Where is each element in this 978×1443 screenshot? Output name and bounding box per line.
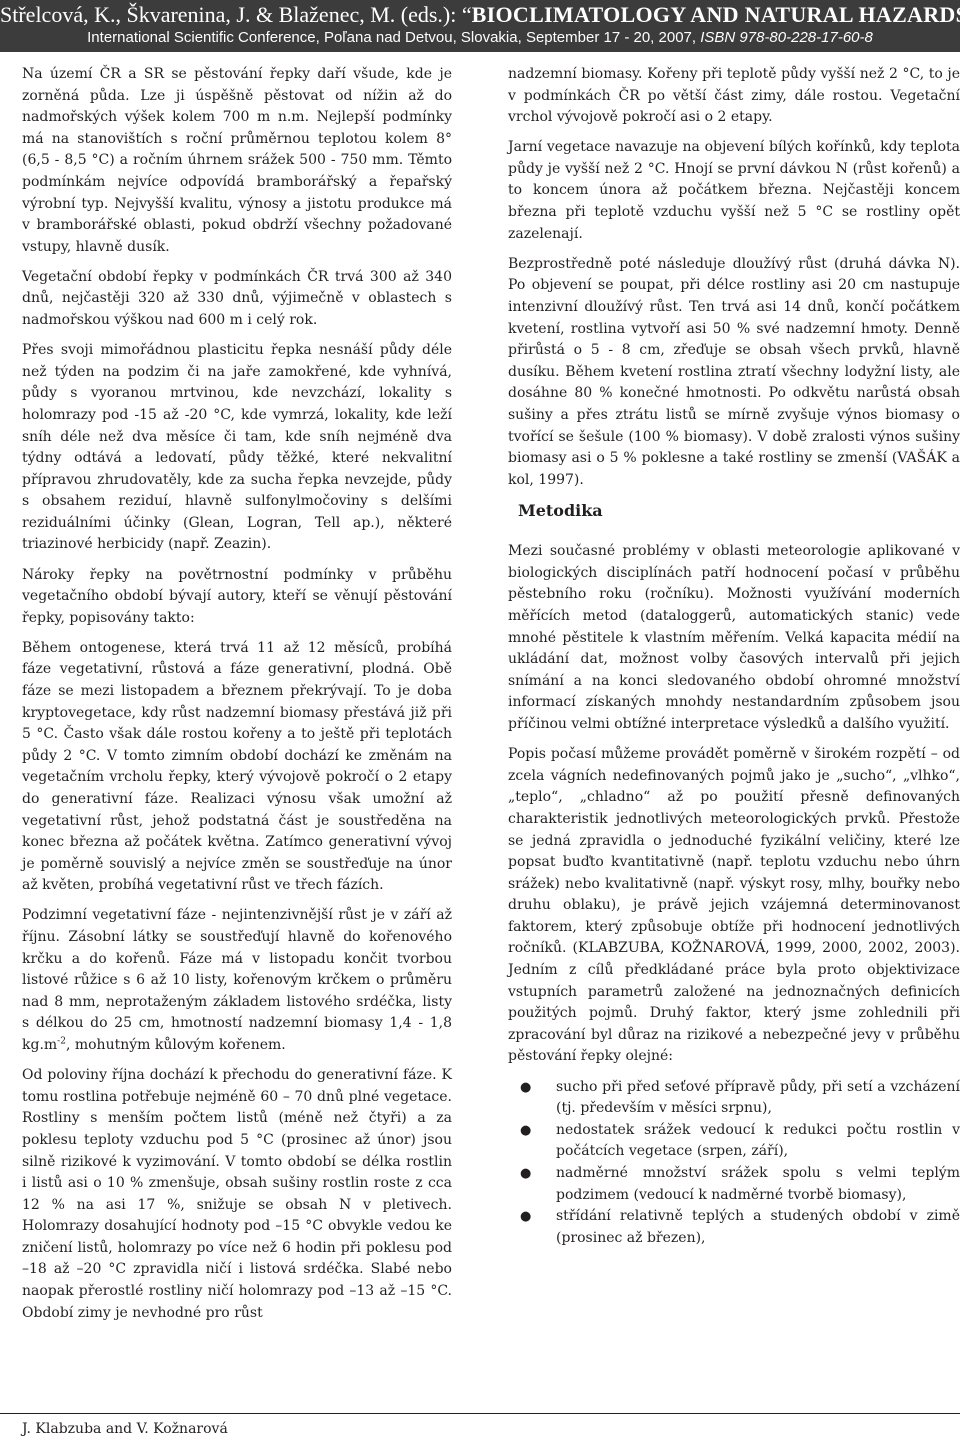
risk-list: [508, 1077, 960, 1250]
header-conference: International Scientific Conference, Poľana nad Detvou, Slovakia, September 17 - 20, 2007,: [87, 29, 701, 46]
bullet-icon: ●: [520, 1165, 532, 1181]
list-item-text: střídání relativně teplých a studených období v zimě (prosinec až březen),: [556, 1208, 960, 1246]
right-column: [508, 64, 960, 1249]
section-heading: Metodika: [518, 501, 603, 521]
paragraph: Nároky řepky na povětrnostní podmínky v průběhu vegetačního období bývají autory, kteří se věnují pěstování řepky, popisovány takto:: [22, 566, 452, 626]
paragraph: Na území ČR a SR se pěstování řepky daří všude, kde je zorněná půda. Lze ji úspěšně pěstovat od nížin až do nadmořských výšek kolem 700 m n.m. Nejlepší podmínky má na stanovištích s roční průměrnou teplotou kolem 8° (6,5 - 8,5 °C) a ročním úhrnem srážek 500 - 750 mm. Těmto podmínkám nejvíce odpovídá bramborářský a řepařský výrobní typ. Nejvyšší kvalitu, výnosy a jistotu produkce má v bramborářské oblasti, pokud obdrží všechny požadované vstupy, hlavně dusík.: [22, 66, 452, 255]
list-item: [508, 1163, 960, 1206]
footer-divider: [0, 1413, 960, 1414]
paragraph-text: Podzimní vegetativní fáze - nejintenzivnější růst je v září až říjnu. Zásobní látky se soustřeďují hlavně do kořenového krčku a do kořenů. Fáze má v listopadu končit tvorbou listové růžice s 6 až 10 listy, kořenovým krčkem o průměru nad 8 mm, neprotaženým základem listového srdéčka, listy s délkou do 25 cm, hmotností nadzemní biomasy 1,4 - 1,8 kg.m: [22, 907, 452, 1054]
running-header: [0, 0, 978, 52]
paragraph: Od poloviny října dochází k přechodu do generativní fáze. K tomu rostlina potřebuje nejméně 60 – 70 dnů plné vegetace. Rostliny s menším počtem listů (méně než čtyři) a za poklesu teploty vzduchu pod 5 °C (prosinec až únor) jsou silně rizikové k vyzimování. V tomto období se délka rostlin i listů asi o 10 % zmenšuje, obsah sušiny rostlin roste z cca 12 % na asi 17 %, snižuje se obsah N v pletivech. Holomrazy dosahující hodnoty pod –15 °C obvykle vedou ke zničení listů, holomrazy po více než 6 hodin při poklesu pod –18 až –20 °C zpravidla ničí i listová srdéčka. Slabé nebo naopak přerostlé rostliny ničí holomrazy pod –13 až –15 °C. Období zimy je nevhodné pro růst: [22, 1067, 452, 1321]
header-book-line: [0, 0, 978, 28]
list-item: [508, 1077, 960, 1120]
header-isbn: ISBN 978-80-228-17-60-8: [700, 29, 873, 46]
header-editors: Střelcová, K., Škvarenina, J. & Blaženec, M. (eds.): “: [0, 2, 472, 27]
paragraph: Popis počasí můžeme provádět poměrně v širokém rozpětí – od zcela vágních nedefinovaných pojmů jako je „sucho“, „vlhko“, „teplo“, „chladno“ až po použití přesně definovaných charakteristik jednotlivých meteorologických prvků. Přestože se jedná zpravidla o jednoduché fyzikální veličiny, které lze popsat buďto kvantitativně (např. teplotu vzduchu nebo úhrn srážek) nebo kvalitativně (např. výskyt rosy, mlhy, bouřky nebo druhu oblaku), je právě jejich vzájemná determinovanost faktorem, který způsobuje obtíže při hodnocení jednotlivých ročníků. (KLABZUBA, KOŽNAROVÁ, 1999, 2000, 2002, 2003). Jedním z cílů předkládané práce byla proto objektivizace vstupních parametrů založené na jednoznačných definicích použitých pojmů. Druhý faktor, který jsme zohlednili při zpracování byl důraz na rizikové a nebezpečné jevy v průběhu pěstování řepky olejné:: [508, 746, 960, 1065]
list-item: [508, 1120, 960, 1163]
superscript: -2: [57, 1036, 66, 1047]
paragraph: Vegetační období řepky v podmínkách ČR trvá 300 až 340 dnů, nejčastěji 320 až 330 dnů, výjimečně v oblastech s nadmořskou výškou nad 600 m i celý rok.: [22, 268, 452, 329]
list-item: [508, 1206, 960, 1249]
paragraph: Mezi současné problémy v oblasti meteorologie aplikované v biologických disciplínách patří hodnocení počasí v průběhu pěstebního roku (ročníku). Možnosti využívání moderních měřících metod (dataloggerů, automatických stanic) vede mnohé pěstitele k vlastním měřením. Velká kapacita médií na ukládání dat, možnost volby časových intervalů při jejich snímání a na konci sledovaného období ohromné množství informací získaných mnohdy nestandardním způsobem jsou příčinou velmi obtížné interpretace výsledků a dalšího využití.: [508, 543, 960, 733]
paragraph: nadzemní biomasy. Kořeny při teplotě půdy vyšší než 2 °C, to je v podmínkách ČR po větší část zimy, dále rostou. Vegetační vrchol vývojově pokročí asi o 2 etapy.: [508, 66, 960, 126]
bullet-icon: ●: [520, 1209, 532, 1225]
footer-authors: J. Klabzuba and V. Kožnarová: [22, 1421, 228, 1437]
paragraph: Přes svoji mimořádnou plasticitu řepka nesnáší půdy déle než týden na podzim či na jaře zamokřené, kde vyhnívá, půdy s vyoranou mrtvinou, kde nevzchází, lokality s holomrazy pod -15 až -20 °C, kde vymrzá, lokality, kde leží sníh déle než dva měsíce či tam, kde sníh nejméně dva týdny odtává a ledovatí, půdy těžké, které nekvalitní přípravou zhrudovatěly, kde za sucha řepka nevzejde, půdy s obsahem reziduí, hlavně sulfonylmočoviny s delšími reziduálními účinky (Glean, Logran, Tell ap.), některé triazinové herbicidy (např. Zeazin).: [22, 342, 452, 553]
left-column: [22, 64, 452, 1333]
paragraph-text: , mohutným kůlovým kořenem.: [65, 1037, 286, 1054]
header-conference-line: [0, 28, 960, 48]
bullet-icon: ●: [520, 1079, 532, 1095]
list-item-text: nadměrné množství srážek spolu s velmi teplým podzimem (vedoucí k nadměrné tvorbě biomasy),: [556, 1164, 960, 1203]
list-item-text: nedostatek srážek vedoucí k redukci počtu rostlin v počátcích vegetace (srpen, září),: [556, 1121, 960, 1160]
header-quote-close: ”: [968, 2, 978, 27]
paragraph: [22, 905, 452, 1056]
paragraph: Během ontogenese, která trvá 11 až 12 měsíců, probíhá fáze vegetativní, růstová a fáze generativní, plodná. Obě fáze se mezi listopadem a březnem překrývají. To je doba kryptovegetace, kdy růst nadzemní biomasy přestává již při 5 °C. Často však dále rostou kořeny a to ještě při teplotách půdy 2 °C. V tomto zimním období dochází ke změnám na vegetačním vrcholu řepky, který vývojově pokročí o 2 etapy do generativní fáze. Realizaci výnosu však umožní až vegetativní růst, jehož podstatná část je soustředěna na konec března až počátek května. Zatímco generativní vývoj je poměrně souvislý a nejvíce změn se soustřeďuje na únor až květen, probíhá vegetativní růst ve třech fázích.: [22, 639, 452, 894]
paragraph: Jarní vegetace navazuje na objevení bílých kořínků, kdy teplota půdy je vyšší než 2 °C. Hnojí se první dávkou N (růst kořenů) a to koncem února až počátkem března. Nejčastěji koncem března při teplotě vzduchu vyšší než 5 °C se rostliny opět zazelenají.: [508, 139, 960, 242]
bullet-icon: ●: [520, 1122, 532, 1138]
paragraph: Bezprostředně poté následuje dloužívý růst (druhá dávka N). Po objevení se poupat, při délce rostliny asi 20 cm nastupuje intenzivní dloužívý růst. Ten trvá asi 14 dnů, končí počátkem kvetení, rostlina vytvoří asi 50 % své nadzemní hmoty. Denně přirůstá o 5 - 8 cm, zřeďuje se obsah všech prvků, hlavně dusíku. Během kvetení rostlina ztratí všechny lodyžní listy, ale dosáhne 80 % konečné hmotnosti. Po odkvětu narůstá obsah sušiny a přes ztrátu listů se mírně zvyšuje výnos biomasy o tvořící se šešule (100 % biomasy). V době zralosti výnos sušiny biomasy asi o 5 % poklesne a také rostliny se zmenší (VAŠÁK a kol, 1997).: [508, 255, 960, 488]
header-book-title: BIOCLIMATOLOGY AND NATURAL HAZARDS: [471, 2, 969, 27]
list-item-text: sucho při před seťové přípravě půdy, při setí a vzcházení (tj. především v měsíci srpnu),: [556, 1078, 960, 1117]
